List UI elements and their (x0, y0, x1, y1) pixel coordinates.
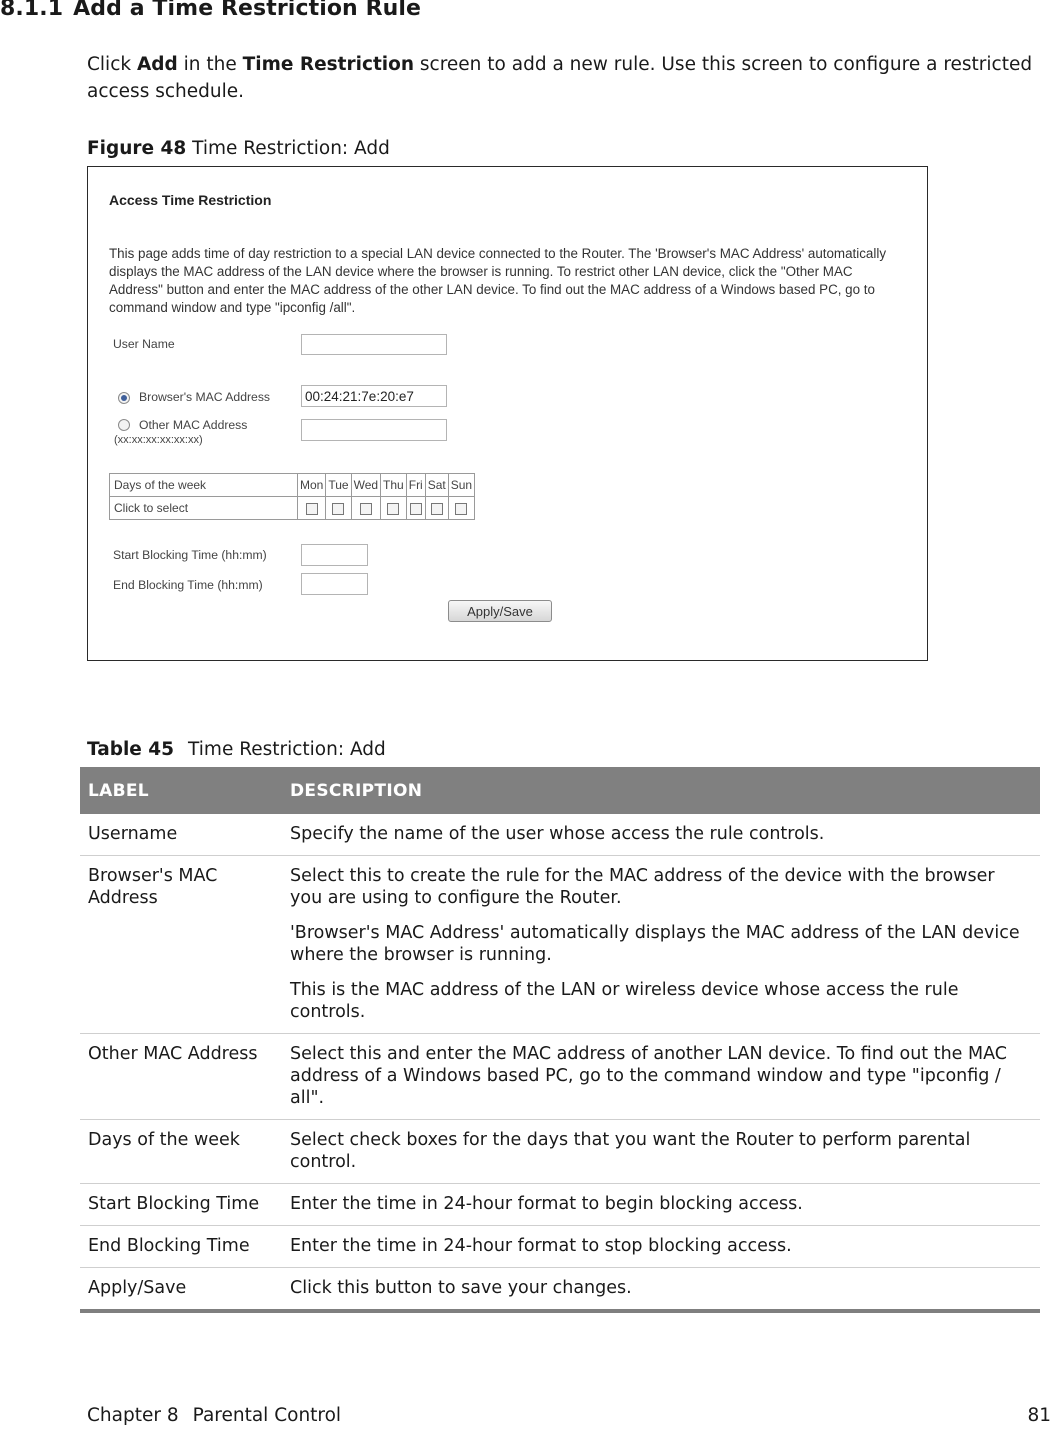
intro-text-3: screen to add a new rule. Use this screen to configure a restricted access schedule. (87, 54, 1033, 102)
section-number: 8.1.1 (0, 0, 64, 21)
description-table (80, 767, 1040, 1313)
day-wed-header: Wed (351, 474, 380, 497)
intro-text-2: in the (177, 54, 243, 75)
days-header-label: Days of the week (110, 474, 298, 497)
days-select-label: Click to select (110, 497, 298, 520)
user-name-input[interactable] (301, 334, 447, 355)
table-row (80, 1034, 1040, 1120)
day-fri-checkbox[interactable] (410, 503, 422, 515)
browser-mac-label: Browser's MAC Address (139, 390, 271, 404)
row-description (282, 814, 1040, 856)
table-row (80, 1120, 1040, 1184)
apply-save-button[interactable]: Apply/Save (448, 600, 552, 622)
screen-description: This page adds time of day restriction to a special LAN device connected to the Router. The 'Browser's MAC Address' automatically displays the MAC address of the LAN device where the browser is running. To restrict other LAN device, click the "Other MAC Address" button and enter the MAC address of the other LAN device. To find out the MAC address of a Windows based PC, go to command window and type "ipconfig /all". (109, 246, 887, 315)
other-mac-input[interactable] (301, 419, 447, 441)
row-label: End Blocking Time (80, 1226, 282, 1268)
row-label: Browser's MAC Address (80, 856, 282, 1034)
end-time-input[interactable] (301, 573, 368, 595)
day-sat-checkbox[interactable] (431, 503, 443, 515)
row-description-text: Select this to create the rule for the MAC address of the device with the browser you are using to configure the Router. (290, 866, 995, 908)
row-description-text: Click this button to save your changes. (290, 1278, 632, 1298)
row-description-text: Select check boxes for the days that you want the Router to perform parental control. (290, 1130, 971, 1172)
row-description-text: Select this and enter the MAC address of another LAN device. To find out the MAC address of a Windows based PC, go to the command window and type "ipconfig / all". (290, 1044, 1007, 1108)
row-label: Other MAC Address (80, 1034, 282, 1120)
table-caption-text: Time Restriction: Add (188, 739, 386, 760)
table-row (80, 814, 1040, 856)
start-time-input[interactable] (301, 544, 368, 566)
table-caption (87, 739, 386, 760)
other-mac-format-hint: (xx:xx:xx:xx:xx:xx) (114, 434, 203, 446)
intro-bold-add: Add (136, 54, 178, 75)
day-thu-header: Thu (381, 474, 407, 497)
day-sun-checkbox[interactable] (455, 503, 467, 515)
table-row (80, 1184, 1040, 1226)
row-description-text: This is the MAC address of the LAN or wireless device whose access the rule controls. (290, 980, 959, 1022)
page-number: 81 (1027, 1405, 1051, 1426)
row-label: Apply/Save (80, 1268, 282, 1312)
row-description (282, 1226, 1040, 1268)
other-mac-label: Other MAC Address (139, 418, 248, 432)
figure-caption-label: Figure 48 (87, 138, 187, 159)
day-thu-checkbox[interactable] (387, 503, 399, 515)
day-sun-header: Sun (448, 474, 474, 497)
day-mon-checkbox[interactable] (306, 503, 318, 515)
row-description (282, 1120, 1040, 1184)
day-tue-header: Tue (326, 474, 351, 497)
days-select-row (110, 497, 475, 520)
section-title: Add a Time Restriction Rule (73, 0, 422, 21)
row-label: Start Blocking Time (80, 1184, 282, 1226)
table-caption-label: Table 45 (87, 739, 175, 760)
day-sat-header: Sat (425, 474, 448, 497)
day-fri-header: Fri (406, 474, 425, 497)
row-description (282, 856, 1040, 1034)
row-label: Days of the week (80, 1120, 282, 1184)
row-description-text: Enter the time in 24-hour format to stop blocking access. (290, 1236, 792, 1256)
footer-chapter-title: Parental Control (192, 1405, 342, 1426)
other-mac-radio[interactable] (118, 419, 130, 431)
row-description-text: 'Browser's MAC Address' automatically displays the MAC address of the LAN device where the browser is running. (290, 923, 1020, 965)
figure-caption-text: Time Restriction: Add (186, 138, 390, 159)
intro-paragraph (87, 51, 1047, 105)
row-description (282, 1034, 1040, 1120)
browser-mac-radio[interactable] (118, 392, 130, 404)
column-header-description: DESCRIPTION (282, 767, 1040, 814)
table-row (80, 856, 1040, 1034)
user-name-label: User Name (113, 337, 175, 351)
table-row (80, 1268, 1040, 1312)
screenshot-figure (87, 166, 928, 661)
screen-title: Access Time Restriction (109, 192, 272, 208)
intro-bold-time-restriction: Time Restriction (242, 54, 415, 75)
start-time-label: Start Blocking Time (hh:mm) (113, 548, 267, 562)
row-description (282, 1268, 1040, 1312)
figure-caption (87, 138, 390, 159)
browser-mac-input[interactable] (301, 385, 447, 407)
intro-text-1: Click (87, 54, 137, 75)
row-description-text: Specify the name of the user whose access the rule controls. (290, 824, 825, 844)
table-header-row (80, 767, 1040, 814)
end-time-label: End Blocking Time (hh:mm) (113, 578, 263, 592)
day-mon-header: Mon (298, 474, 326, 497)
page-footer-chapter (87, 1405, 355, 1426)
section-heading (0, 0, 421, 21)
days-header-row (110, 474, 475, 497)
day-wed-checkbox[interactable] (360, 503, 372, 515)
table-row (80, 1226, 1040, 1268)
day-tue-checkbox[interactable] (332, 503, 344, 515)
column-header-label: LABEL (80, 767, 282, 814)
days-of-week-table (109, 473, 475, 520)
row-label: Username (80, 814, 282, 856)
row-description (282, 1184, 1040, 1226)
footer-chapter-number: Chapter 8 (87, 1405, 179, 1426)
row-description-text: Enter the time in 24-hour format to begin blocking access. (290, 1194, 803, 1214)
